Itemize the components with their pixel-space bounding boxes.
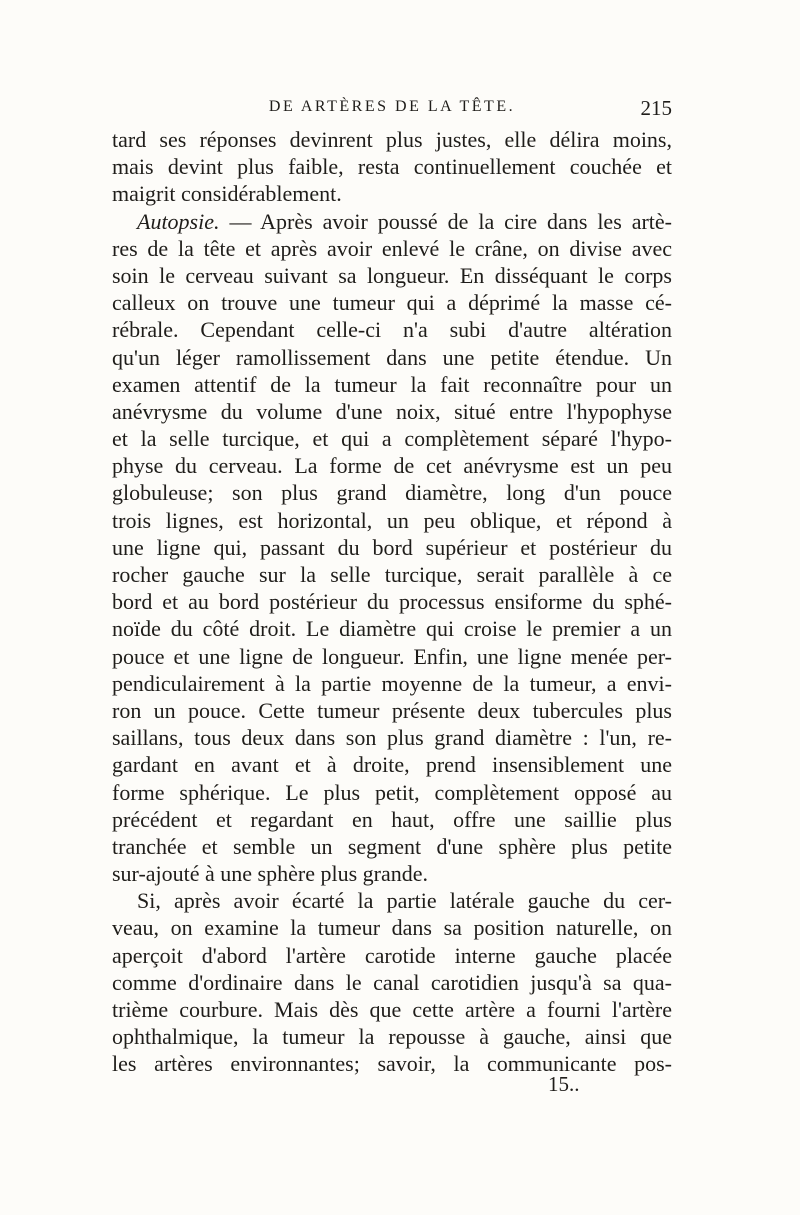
line-text: Si, après avoir écarté la partie latérale gauche du cer- [137,888,672,914]
text-line [112,344,672,371]
line-text: mais devint plus faible, resta continuellement couchée et [112,154,672,180]
page-number: 215 [640,96,672,120]
text-line [112,615,672,642]
text-line [112,643,672,670]
line-text: trois lignes, est horizontal, un peu oblique, et répond à [112,507,672,533]
line-text: gardant en avant et à droite, prend insensiblement une [112,752,672,778]
text-line [112,779,672,806]
text-line [112,561,672,588]
line-text: précédent et regardant en haut, offre une saillie plus [112,806,672,832]
body-text [112,126,672,1078]
page-header [112,96,672,120]
line-text: aperçoit d'abord l'artère carotide interne gauche placée [112,942,672,968]
line-text: globuleuse; son plus grand diamètre, long d'un pouce [112,480,672,506]
line-text: anévrysme du volume d'une noix, situé entre l'hypophyse [112,398,672,424]
text-line [112,153,672,180]
line-text: noïde du côté droit. Le diamètre qui croise le premier a un [112,616,672,642]
text-line [112,833,672,860]
text-line [112,180,672,207]
text-line [112,1050,672,1077]
text-line [112,534,672,561]
text-line [112,697,672,724]
line-text: forme sphérique. Le plus petit, complètement opposé au [112,779,672,805]
line-text: — Après avoir poussé de la cire dans les artè- [219,208,672,234]
line-text: pendiculairement à la partie moyenne de la tumeur, a envi- [112,670,672,696]
line-text: rébrale. Cependant celle-ci n'a subi d'autre altération [112,317,672,343]
line-text: saillans, tous deux dans son plus grand diamètre : l'un, re- [112,725,672,751]
text-line [112,588,672,615]
text-line [112,887,672,914]
text-line [112,126,672,153]
signature-mark: 15.. [548,1072,580,1096]
line-text: sur-ajouté à une sphère plus grande. [112,861,429,887]
text-line [112,479,672,506]
text-line [112,452,672,479]
line-text: ophthalmique, la tumeur la repousse à gauche, ainsi que [112,1024,672,1050]
text-line [112,996,672,1023]
text-line [112,235,672,262]
text-line [112,371,672,398]
line-text: une ligne qui, passant du bord supérieur et postérieur du [112,534,672,560]
text-line [112,425,672,452]
text-line [112,969,672,996]
text-line [112,1023,672,1050]
line-text: les artères environnantes; savoir, la communicante pos- [112,1051,672,1077]
running-head: DE ARTÈRES DE LA TÊTE. [268,98,516,115]
line-text: examen attentif de la tumeur la fait reconnaître pour un [112,371,672,397]
line-text: soin le cerveau suivant sa longueur. En disséquant le corps [112,262,672,288]
text-line [112,398,672,425]
line-text: comme d'ordinaire dans le canal carotidien jusqu'à sa qua- [112,969,672,995]
line-text: et la selle turcique, et qui a complètement séparé l'hypo- [112,426,672,452]
text-line [112,942,672,969]
line-text: ron un pouce. Cette tumeur présente deux tubercules plus [112,697,672,723]
text-line [112,670,672,697]
line-text: physe du cerveau. La forme de cet anévrysme est un peu [112,453,672,479]
line-text: maigrit considérablement. [112,181,342,207]
line-text: tranchée et semble un segment d'une sphère plus petite [112,833,672,859]
line-text: qu'un léger ramollissement dans une petite étendue. Un [112,344,672,370]
text-line [112,751,672,778]
line-text: rocher gauche sur la selle turcique, serait parallèle à ce [112,562,672,587]
section-heading: Autopsie. [137,208,220,234]
line-text: trième courbure. Mais dès que cette artère a fourni l'artère [112,997,672,1022]
text-line [112,208,672,235]
text-line [112,724,672,751]
line-text: res de la tête et après avoir enlevé le crâne, on divise avec [112,235,672,261]
text-line [112,316,672,343]
text-line [112,262,672,289]
text-line [112,914,672,941]
line-text: pouce et une ligne de longueur. Enfin, une ligne menée per- [112,643,672,669]
line-text: calleux on trouve une tumeur qui a déprimé la masse cé- [112,290,672,316]
line-text: bord et au bord postérieur du processus ensiforme du sphé- [112,589,672,615]
text-line [112,860,672,887]
line-text: tard ses réponses devinrent plus justes, elle délira moins, [112,127,672,152]
line-text: veau, on examine la tumeur dans sa position naturelle, on [112,915,672,941]
text-line [112,507,672,534]
text-line [112,289,672,316]
text-line [112,806,672,833]
